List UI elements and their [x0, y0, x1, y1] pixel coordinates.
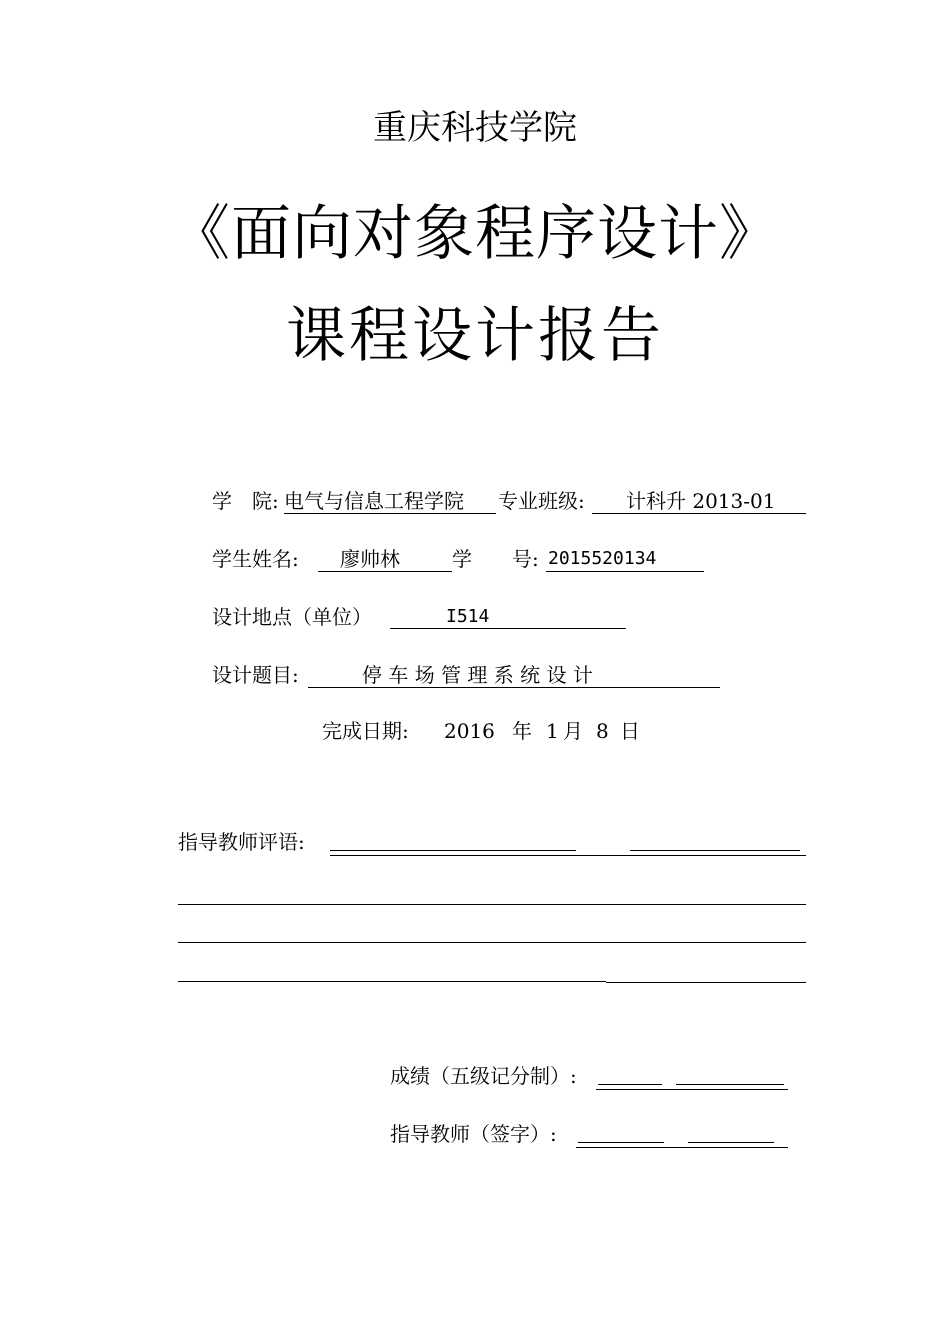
- comment-line: [178, 904, 806, 905]
- signature-line-segment: [578, 1142, 664, 1143]
- major-underline: [592, 513, 806, 514]
- college-label: 学 院:: [212, 489, 279, 513]
- comment-line: [330, 855, 806, 856]
- comment-line-segment: [630, 850, 800, 851]
- report-title: 课程设计报告: [286, 301, 664, 371]
- topic-underline: [308, 687, 720, 688]
- major-label: 专业班级:: [498, 489, 585, 513]
- student-value: 廖帅林: [340, 547, 400, 571]
- major-value: 计科升 2013-01: [626, 489, 776, 513]
- location-value: I514: [446, 606, 490, 627]
- id-value: 2015520134: [548, 548, 657, 569]
- signature-line-segment: [688, 1142, 774, 1143]
- signature-underline: [576, 1147, 788, 1148]
- location-underline: [390, 628, 626, 629]
- date-year: 2016: [444, 719, 495, 743]
- college-underline: [284, 513, 496, 514]
- signature-label: 指导教师（签字）:: [390, 1122, 557, 1146]
- date-year-unit: 年: [512, 719, 532, 743]
- location-label: 设计地点（单位）: [212, 605, 372, 629]
- topic-label: 设计题目:: [212, 663, 299, 687]
- score-line-segment: [598, 1084, 662, 1085]
- comment-label: 指导教师评语:: [178, 830, 305, 854]
- comment-line: [178, 981, 606, 982]
- date-label: 完成日期:: [322, 719, 409, 743]
- date-month: 1: [546, 719, 559, 743]
- course-title: 《面向对象程序设计》: [170, 199, 780, 269]
- college-value: 电气与信息工程学院: [284, 489, 464, 513]
- score-label: 成绩（五级记分制）:: [390, 1064, 577, 1088]
- id-underline: [546, 571, 704, 572]
- date-day-unit: 日: [620, 719, 640, 743]
- comment-line: [178, 942, 806, 943]
- score-line-segment: [676, 1084, 784, 1085]
- id-label: 学 号:: [452, 547, 539, 571]
- comment-line: [606, 982, 806, 983]
- student-underline: [318, 571, 452, 572]
- student-label: 学生姓名:: [212, 547, 299, 571]
- school-name: 重庆科技学院: [373, 108, 577, 148]
- score-underline: [596, 1089, 788, 1090]
- comment-line-segment: [330, 850, 576, 851]
- date-month-unit: 月: [563, 719, 583, 743]
- date-day: 8: [596, 719, 609, 743]
- topic-value: 停 车 场 管 理 系 统 设 计: [362, 663, 593, 687]
